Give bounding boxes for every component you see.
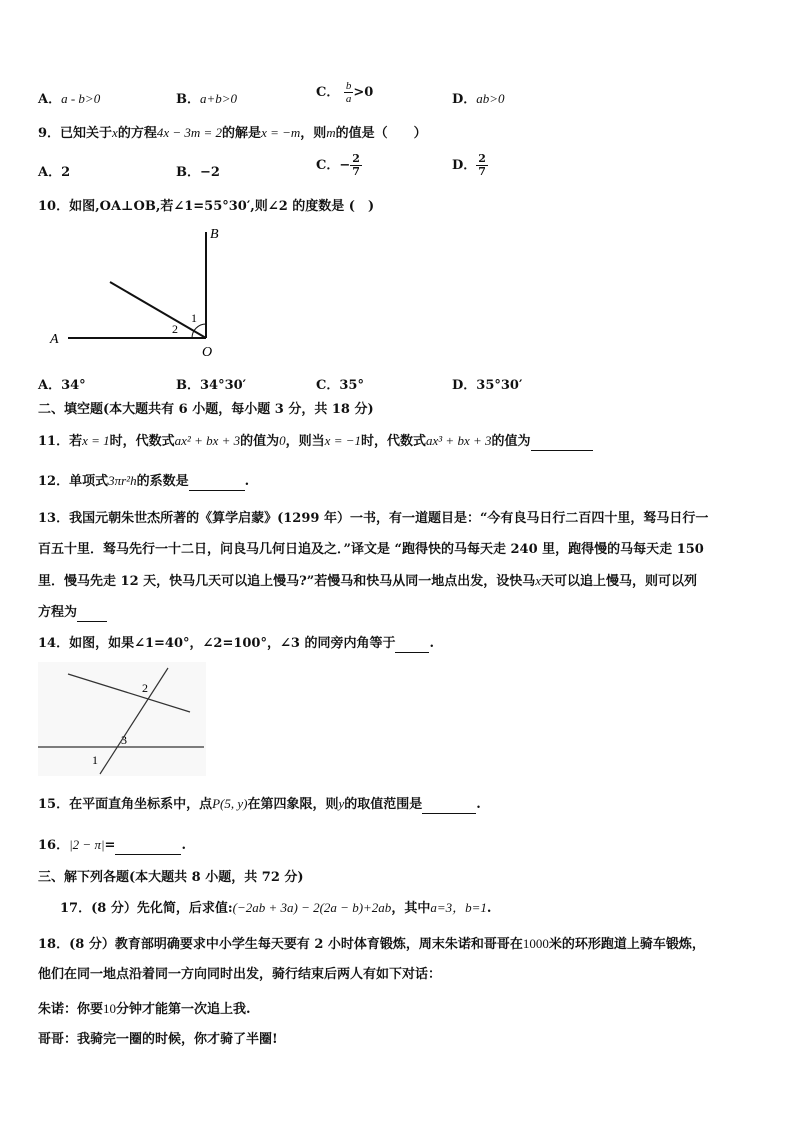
q8-option-b: B．a+b>0	[176, 91, 238, 107]
label-angle-3: 3	[121, 733, 127, 747]
section-2-heading: 二、填空题(本大题共有 6 小题，每小题 3 分，共 18 分)	[38, 402, 374, 417]
q18-dialogue-brother: 哥哥：我骑完一圈的时候，你才骑了半圈!	[38, 1032, 278, 1047]
q12-stem: 12．单项式3πr²h的系数是 .	[38, 473, 250, 489]
q17-stem: 17．(8 分）先化简，后求值:(−2ab + 3a) − 2(2a − b)+2ab，其中a=3，b=1.	[60, 900, 492, 916]
label-point-a: A	[50, 332, 59, 347]
label-angle-2: 2	[172, 322, 178, 336]
q8-option-d: D．ab>0	[452, 91, 505, 107]
answer-blank	[189, 477, 245, 491]
label-angle-1: 1	[92, 753, 98, 767]
q8-option-a: A．a - b>0	[38, 91, 101, 107]
q9-stem: 9．已知关于x的方程4x − 3m = 2的解是x = −m，则m的值是（ ）	[38, 125, 427, 141]
q14-stem: 14．如图，如果∠1=40°，∠2=100°，∠3 的同旁内角等于 .	[38, 636, 434, 651]
answer-blank	[77, 608, 107, 622]
q13-line-2: 百五十里．驽马先行一十二日，问良马几何日追及之．”译文是 “跑得快的马每天走 240 里，跑得慢的马每天走 150	[38, 542, 704, 557]
section-3-heading: 三、解下列各题(本大题共 8 小题，共 72 分)	[38, 870, 304, 885]
q11-stem: 11．若x = 1时，代数式ax² + bx + 3的值为0，则当x = −1时，代数式ax³ + bx + 3的值为	[38, 432, 593, 451]
q9-option-c: C．− $\frac{2}{7}$	[316, 152, 360, 178]
label-angle-2: 2	[142, 681, 148, 695]
q13-line-4: 方程为	[38, 604, 107, 622]
answer-blank	[422, 800, 476, 814]
q18-dialogue-zhunuo: 朱诺：你要10分钟才能第一次追上我.	[38, 1001, 251, 1017]
q10-option-d: D．35°30′	[452, 378, 523, 393]
q13-line-3: 里．慢马先走 12 天，快马几天可以追上慢马?”若慢马和快马从同一地点出发，设快马x天可以追上慢马，则可以列	[38, 573, 698, 589]
answer-blank	[115, 841, 181, 855]
q9-option-b: B．−2	[176, 165, 220, 180]
label-point-o: O	[202, 345, 213, 360]
q18-line-2: 他们在同一地点沿着同一方向同时出发，骑行结束后两人有如下对话：	[38, 967, 442, 982]
q18-line-1: 18．(8 分）教育部明确要求中小学生每天要有 2 小时体育锻炼，周末朱诺和哥哥在1000米的环形跑道上骑车锻炼，	[38, 936, 705, 952]
q15-stem: 15．在平面直角坐标系中，点P(5, y)在第四象限，则y的取值范围是 .	[38, 796, 481, 812]
q13-line-1: 13．我国元朝朱世杰所著的《算学启蒙》(1299 年）一书，有一道题目是：“今有良马日行二百四十里，驽马日行一	[38, 511, 709, 526]
q9-option-d: D． $\frac{2}{7}$	[452, 152, 486, 178]
q8-option-c: C． $\frac{b}{a}$ >0	[316, 80, 374, 105]
q10-option-b: B．34°30′	[176, 378, 247, 393]
q10-angle-figure	[40, 222, 240, 360]
answer-blank	[395, 639, 429, 653]
q10-stem: 10．如图,OA⊥OB,若∠1=55°30′,则∠2 的度数是 ( )	[38, 199, 375, 214]
q10-option-c: C．35°	[316, 378, 364, 393]
answer-blank	[531, 437, 593, 451]
q16-stem: 16．|2 − π|= .	[38, 837, 186, 853]
label-angle-1: 1	[191, 311, 197, 325]
label-point-b: B	[210, 227, 219, 242]
q10-option-a: A．34°	[38, 378, 86, 393]
q9-option-a: A．2	[38, 165, 71, 180]
q14-parallel-lines-figure	[38, 662, 206, 776]
